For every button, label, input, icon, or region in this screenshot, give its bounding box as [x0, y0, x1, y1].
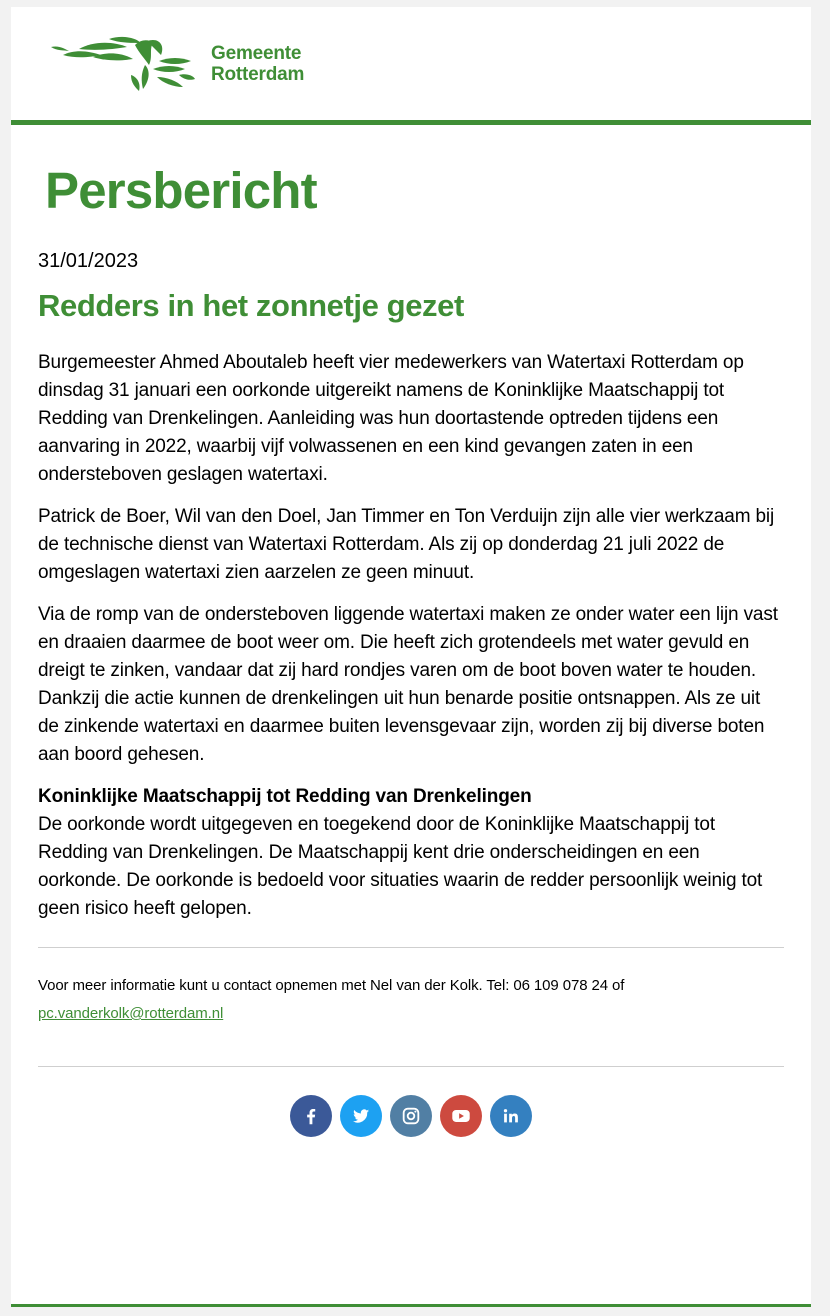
header: [11, 7, 811, 120]
logo-wordmark: [211, 43, 304, 85]
paragraph-2: Patrick de Boer, Wil van den Doel, Jan Timmer en Ton Verduijn zijn alle vier werkzaam bij de technische dienst van Watertaxi Rotterdam. Als zij op donderdag 21 juli 2022 de omgeslagen watertaxi zien aarzelen ze geen minuut.: [38, 506, 775, 583]
paragraph-3: Via de romp van de ondersteboven liggende watertaxi maken ze onder water een lijn vast en draaien daarmee de boot weer om. Die heeft zich grotendeels met water gevuld en dreigt te zinken, vandaar dat zij hard rondjes varen om de boot boven water te houden. Dankzij die actie kunnen de drenkelingen uit hun benarde positie ontsnappen. Als ze uit de zinkende watertaxi en daarmee buiten levensgevaar zijn, worden zij bij diverse boten aan boord gehesen.: [38, 604, 778, 765]
gemeente-rotterdam-logo[interactable]: [49, 35, 304, 93]
press-date: 31/01/2023: [38, 250, 139, 272]
contact-info: [38, 972, 784, 1028]
twitter-button[interactable]: [340, 1095, 382, 1137]
headline: Redders in het zonnetje gezet: [38, 288, 464, 323]
paragraph-4: De oorkonde wordt uitgegeven en toegekend door de Koninklijke Maatschappij tot Redding van Drenkelingen. De Maatschappij kent drie onderscheidingen en een oorkonde. De oorkonde is bedoeld voor situaties waarin de redder persoonlijk weinig tot geen risico heeft gelopen.: [38, 814, 763, 919]
linkedin-icon: [500, 1105, 522, 1127]
logo-line-2: Rotterdam: [211, 64, 305, 85]
divider: [38, 947, 784, 948]
header-divider: [11, 120, 811, 125]
divider: [38, 1066, 784, 1067]
logo-line-1: Gemeente: [211, 43, 302, 64]
contact-text: Voor meer informatie kunt u contact opnemen met Nel van der Kolk. Tel: 06 109 078 24 of: [38, 977, 625, 994]
facebook-button[interactable]: [290, 1095, 332, 1137]
section-subheading: Koninklijke Maatschappij tot Redding van Drenkelingen: [38, 786, 532, 807]
youtube-icon: [450, 1105, 472, 1127]
facebook-icon: [300, 1105, 322, 1127]
press-release-label: Persbericht: [45, 162, 317, 219]
paragraph-1: Burgemeester Ahmed Aboutaleb heeft vier medewerkers van Watertaxi Rotterdam op dinsdag 31 januari een oorkonde uitgereikt namens de Koninklijke Maatschappij tot Redding van Drenkelingen. Aanleiding was hun doortastende optreden tijdens een aanvaring in 2022, waarbij vijf volwassenen en een kind gevangen zaten in een ondersteboven geslagen watertaxi.: [38, 352, 744, 485]
rotterdam-lion-logo-icon: [49, 35, 197, 93]
linkedin-button[interactable]: [490, 1095, 532, 1137]
instagram-button[interactable]: [390, 1095, 432, 1137]
content: [11, 161, 811, 1137]
youtube-button[interactable]: [440, 1095, 482, 1137]
twitter-icon: [350, 1105, 372, 1127]
contact-email-link[interactable]: pc.vanderkolk@rotterdam.nl: [38, 1005, 224, 1022]
instagram-icon: [400, 1105, 422, 1127]
email-card: [11, 7, 811, 1307]
footer-divider: [11, 1304, 811, 1307]
social-links: [38, 1095, 784, 1137]
